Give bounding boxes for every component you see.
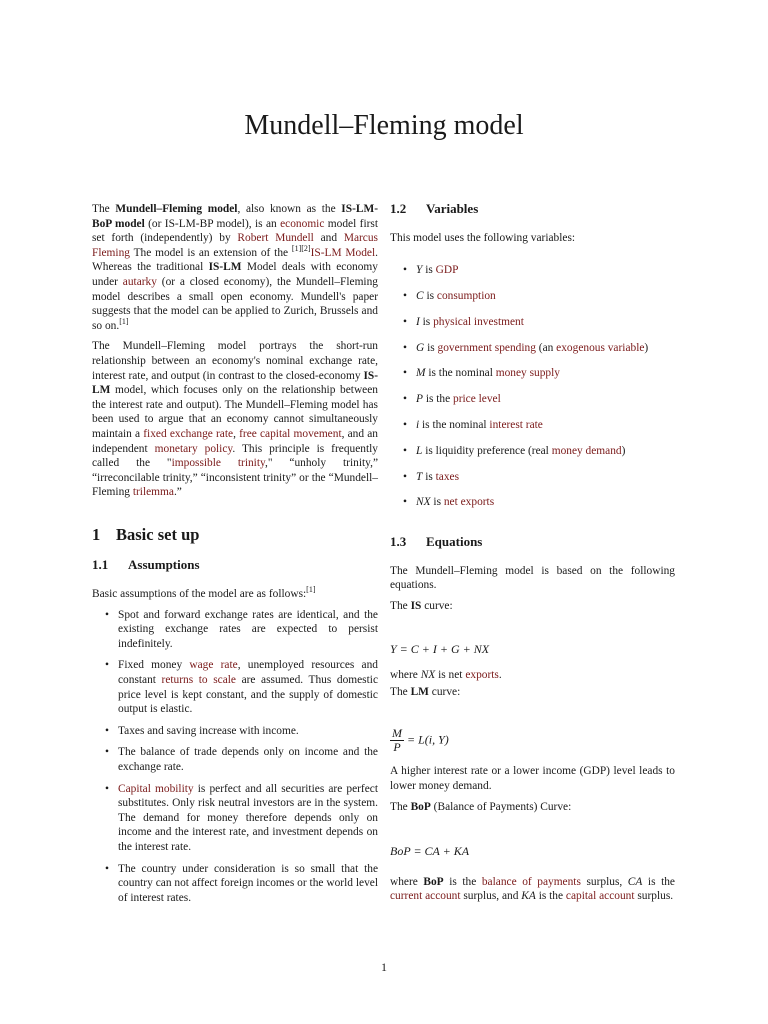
link-is-lm-model[interactable]: IS-LM Model <box>310 246 376 259</box>
text: Model deals with economy under <box>92 261 378 288</box>
link-returns-to-scale[interactable]: returns to scale <box>161 674 236 687</box>
variable-item <box>390 392 675 418</box>
section-number: 1 <box>92 524 101 544</box>
variable-item <box>390 315 675 341</box>
intro-paragraph-1 <box>92 202 378 333</box>
variable-item <box>390 263 675 289</box>
text: is <box>422 470 436 483</box>
fraction <box>390 727 404 754</box>
link-robert-mundell[interactable]: Robert Mundell <box>237 232 314 245</box>
text: curve: <box>421 599 453 612</box>
link-current-account[interactable]: current account <box>390 890 461 903</box>
variable-symbol: T <box>416 470 423 483</box>
text: is <box>424 341 438 354</box>
variable-symbol: NX <box>416 496 431 509</box>
link-capital-account[interactable]: capital account <box>565 890 635 903</box>
link-free-capital-movement[interactable]: free capital movement <box>239 427 342 440</box>
section-title: Basic set up <box>116 524 200 544</box>
text: is the <box>422 393 454 406</box>
variable-item <box>390 470 675 496</box>
bop-equation: BoP = CA + KA <box>390 844 470 859</box>
variable-symbol: C <box>416 289 424 302</box>
text: . <box>498 669 502 682</box>
list-item <box>92 658 378 716</box>
lm-equation <box>390 727 675 754</box>
citation[interactable]: [1] <box>306 585 316 595</box>
nx-definition <box>390 668 675 683</box>
text: is <box>422 264 436 277</box>
page-number: 1 <box>381 960 387 974</box>
text: is <box>419 315 434 328</box>
text: curve: <box>428 685 461 698</box>
italic-symbol: KA <box>521 890 536 903</box>
text: (an <box>535 341 557 354</box>
intro-paragraph-2 <box>92 339 378 500</box>
text: The <box>390 685 411 698</box>
bold-term: IS <box>410 599 422 612</box>
variable-link[interactable]: price level <box>453 393 501 406</box>
bop-definition <box>390 875 675 904</box>
link-exports[interactable]: exports <box>465 669 499 682</box>
bold-term: IS-LM-BoP model <box>92 203 378 230</box>
bold-term: Mundell–Fleming model <box>115 203 238 215</box>
subsection-number: 1.3 <box>390 534 407 550</box>
link-capital-mobility[interactable]: Capital mobility <box>118 782 194 795</box>
subsection-title: Equations <box>426 534 483 550</box>
link-trilemma[interactable]: trilemma <box>132 486 174 499</box>
text: is the <box>642 875 675 888</box>
text: . Whereas the traditional <box>92 246 378 274</box>
variable-symbol: i <box>416 418 420 431</box>
variable-item <box>390 444 675 470</box>
text: ) <box>621 444 626 457</box>
variable-item <box>390 341 675 367</box>
text: Fixed money <box>118 659 190 672</box>
text: is the nominal <box>425 367 496 380</box>
text: The <box>390 800 411 813</box>
text: The <box>390 599 411 612</box>
text: (Balance of Payments) Curve: <box>430 800 572 813</box>
lm-curve-label <box>390 685 675 700</box>
variable-link[interactable]: taxes <box>435 470 460 483</box>
text: is liquidity preference (real <box>422 444 552 457</box>
denominator: P <box>393 740 401 755</box>
bold-term: BoP <box>410 800 431 813</box>
text: ," “unholy trinity,” “irreconcilable trinity,” “inconsistent trinity” or the “Mundell–Fleming <box>92 457 379 499</box>
text: and <box>313 232 344 245</box>
variable-symbol: M <box>416 367 426 380</box>
link-economic[interactable]: economic <box>280 217 325 230</box>
variable-link[interactable]: net exports <box>443 496 495 509</box>
text: are assumed. Thus domestic price level is kept constant, and the supply of domestic output is elastic. <box>118 674 379 716</box>
link-balance-of-payments[interactable]: balance of payments <box>481 875 581 888</box>
subsection-title: Assumptions <box>128 557 200 573</box>
text: The <box>92 203 116 215</box>
subsection-heading <box>390 535 675 550</box>
citation[interactable]: [1][2] <box>291 243 311 253</box>
text: is <box>423 289 437 302</box>
italic-symbol: CA <box>627 875 643 888</box>
text: . This principle is frequently called the " <box>92 442 378 470</box>
italic-symbol: NX <box>420 669 436 682</box>
equations-intro: The Mundell–Fleming model is based on the following equations. <box>390 564 675 592</box>
variable-item <box>390 289 675 315</box>
left-column <box>92 202 378 912</box>
text: , <box>233 427 240 440</box>
list-item <box>92 782 378 855</box>
list-item: • The country under consideration is so small that the country can not affect foreign incomes or the world level of interest rates. <box>92 862 378 906</box>
link-fixed-exchange-rate[interactable]: fixed exchange rate <box>143 427 234 440</box>
variable-item <box>390 366 675 392</box>
variable-link[interactable]: government spending <box>437 341 536 354</box>
link-marcus-fleming[interactable]: Marcus Fleming <box>92 232 378 259</box>
citation[interactable]: [1] <box>119 316 129 326</box>
variable-link[interactable]: physical investment <box>433 315 524 328</box>
text: surplus, <box>580 875 628 888</box>
lm-note: A higher interest rate or a lower income (GDP) level leads to lower money demand. <box>390 765 675 792</box>
bold-term: IS-LM <box>208 261 242 274</box>
is-curve-label <box>390 599 675 614</box>
text: , unemployed resources and constant <box>118 659 378 687</box>
subsection-number: 1.1 <box>92 557 109 573</box>
assumptions-list <box>92 608 378 906</box>
subsection-heading <box>92 558 378 573</box>
text: ) <box>644 341 649 354</box>
variable-item <box>390 418 675 444</box>
list-item: • Taxes and saving increase with income. <box>92 724 378 739</box>
list-item: • Spot and forward exchange rates are identical, and the existing exchange rates are expected to persist indefinitely. <box>92 608 378 652</box>
text: model, which focuses only on the relationship between the interest rate and output). The Mundell–Fleming model has been used to argue that an economy cannot simultaneously maintain a <box>92 384 378 440</box>
right-column <box>390 202 675 910</box>
text: is perfect and all securities are perfect substitutes. Only risk neutral investors are in the system. The demand for money therefore depends only on income and the interest rate, and investment depends on the interest rate. <box>118 782 378 853</box>
bold-term: LM <box>410 685 429 698</box>
variable-link[interactable]: money demand <box>551 444 622 457</box>
text: is <box>430 496 444 509</box>
is-equation: Y = C + I + G + NX <box>390 641 490 656</box>
page-title: Mundell–Fleming model <box>244 110 524 141</box>
subsection-heading <box>390 202 675 217</box>
subsection-title: Variables <box>426 201 479 216</box>
assumptions-intro <box>92 587 378 602</box>
text: is the <box>535 890 566 903</box>
text: (or IS-LM-BP model), is an <box>144 217 281 230</box>
text: is net <box>435 669 466 682</box>
link-wage-rate[interactable]: wage rate <box>189 659 238 672</box>
variable-link[interactable]: consumption <box>436 289 496 302</box>
variable-symbol: Y <box>416 264 423 277</box>
text: The Mundell–Fleming model portrays the short-run relationship between an economy's nominal exchange rate, interest rate, and output (in contrast to the closed-economy <box>92 340 378 382</box>
numerator: M <box>392 726 402 741</box>
variables-list <box>390 263 675 521</box>
link-impossible-trinity[interactable]: impossible trinity <box>171 457 265 470</box>
subsection-number: 1.2 <box>390 201 407 216</box>
text: is the nominal <box>419 418 490 431</box>
link-monetary-policy[interactable]: monetary policy <box>154 442 233 455</box>
variable-symbol: L <box>416 444 423 457</box>
list-item: • The balance of trade depends only on income and the exchange rate. <box>92 745 378 774</box>
text: Basic assumptions of the model are as follows: <box>92 588 307 601</box>
variable-symbol: P <box>416 393 423 406</box>
text: model first set forth (independently) by <box>92 217 378 245</box>
text: The model is an extension of the <box>129 246 292 259</box>
equation-rhs: = L(i, Y) <box>404 732 449 747</box>
text: , and an independent <box>92 427 378 455</box>
variable-symbol: G <box>416 341 425 354</box>
variable-link[interactable]: GDP <box>435 264 459 277</box>
text: where <box>390 669 421 682</box>
text: surplus, and <box>460 890 522 903</box>
variable-link[interactable]: interest rate <box>489 418 543 431</box>
text: , also known as the <box>237 203 342 215</box>
section-heading <box>92 524 378 544</box>
text: is the <box>443 875 482 888</box>
bold-term: IS-LM <box>92 369 378 397</box>
variable-link[interactable]: money supply <box>495 367 560 380</box>
text: (or a closed economy), the Mundell–Fleming model describes a small open economy. Mundell's paper suggests that the model can be applied to Zurich, Brussels and so on. <box>92 275 378 332</box>
variable-symbol: I <box>416 315 420 328</box>
variable-link[interactable]: exogenous variable <box>556 341 645 354</box>
text: .” <box>173 486 182 499</box>
link-autarky[interactable]: autarky <box>122 275 157 288</box>
variable-item <box>390 495 675 521</box>
bold-term: BoP <box>423 875 444 888</box>
bop-curve-label <box>390 800 675 815</box>
variables-intro: This model uses the following variables: <box>390 231 576 244</box>
text: surplus. <box>634 890 674 903</box>
text: where <box>390 875 424 888</box>
